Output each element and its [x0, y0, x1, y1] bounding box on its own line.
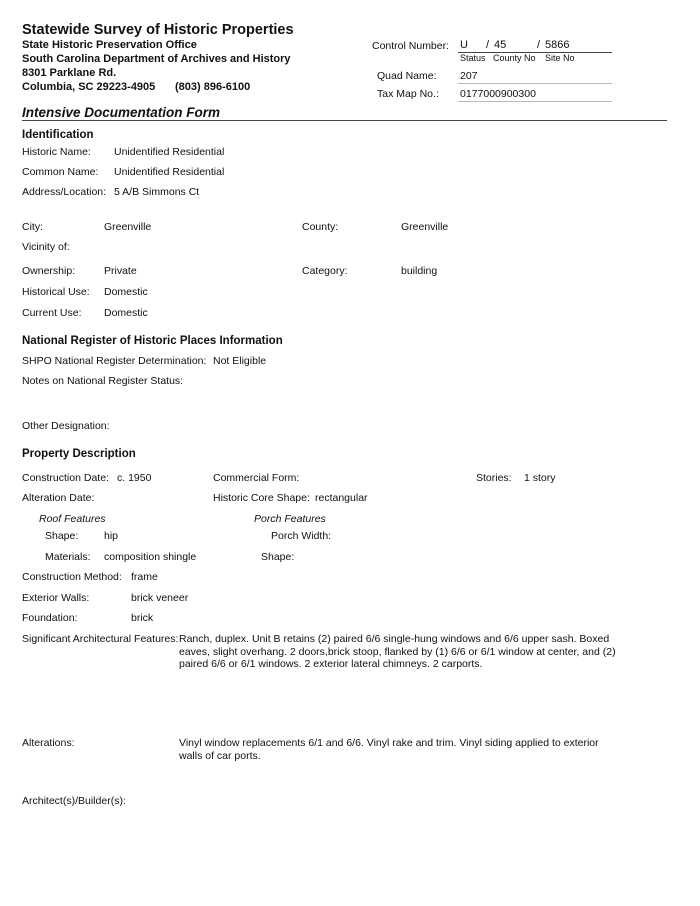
historic-name-label: Historic Name: [22, 146, 91, 158]
features-value: Ranch, duplex. Unit B retains (2) paired 6/6 single-hung windows and 6/6 upper sash. Boxed eaves, slight overhang. 2 doors,brick stoop, flanked by (1) 6/6 or 6/1 window at center, and (2) paired 6/6 or 6/1 windows. 2 exterior lateral chimneys. 2 carports. [179, 633, 616, 670]
ownership-value: Private [104, 265, 137, 277]
control-sep-2: / [537, 39, 541, 51]
porch-shape-label: Shape: [261, 551, 295, 563]
ownership-label: Ownership: [22, 265, 76, 277]
historical-use-value: Domestic [104, 286, 148, 298]
county-value: Greenville [401, 221, 449, 233]
phone-number: (803) 896-6100 [175, 81, 251, 93]
property-description-heading: Property Description [22, 448, 136, 460]
core-shape-label: Historic Core Shape: [213, 492, 310, 504]
quad-name-value: 207 [460, 70, 478, 82]
stories-label: Stories: [476, 472, 512, 484]
control-county-value: 45 [494, 39, 507, 51]
office-name: State Historic Preservation Office [22, 39, 197, 51]
tax-map-label: Tax Map No.: [377, 88, 439, 100]
city-zip: Columbia, SC 29223-4905 [22, 81, 156, 93]
control-number-label: Control Number: [372, 40, 450, 52]
commercial-form-label: Commercial Form: [213, 472, 300, 484]
construction-method-value: frame [131, 571, 158, 583]
county-label: County: [302, 221, 339, 233]
historical-use-label: Historical Use: [22, 286, 90, 298]
other-designation-label: Other Designation: [22, 420, 110, 432]
current-use-label: Current Use: [22, 307, 82, 319]
city-label: City: [22, 221, 43, 233]
foundation-value: brick [131, 612, 154, 624]
category-label: Category: [302, 265, 348, 277]
vicinity-label: Vicinity of: [22, 241, 70, 253]
architect-builder-label: Architect(s)/Builder(s): [22, 795, 126, 807]
address-label: Address/Location: [22, 186, 107, 198]
survey-title: Statewide Survey of Historic Properties [22, 22, 294, 38]
title-rule [22, 120, 667, 121]
tax-map-value: 0177000900300 [460, 88, 536, 100]
control-sep-1: / [486, 39, 490, 51]
county-no-sublabel: County No [493, 53, 536, 63]
alterations-label: Alterations: [22, 737, 75, 749]
quad-name-label: Quad Name: [377, 70, 437, 82]
shpo-determination-label: SHPO National Register Determination: [22, 355, 207, 367]
foundation-label: Foundation: [22, 612, 78, 624]
stories-value: 1 story [524, 472, 556, 484]
identification-heading: Identification [22, 129, 94, 141]
common-name-value: Unidentified Residential [114, 166, 225, 178]
address-value: 5 A/B Simmons Ct [114, 186, 200, 198]
roof-materials-value: composition shingle [104, 551, 197, 563]
control-site-value: 5866 [545, 39, 570, 51]
exterior-walls-value: brick veneer [131, 592, 189, 604]
alterations-value: Vinyl window replacements 6/1 and 6/6. Vinyl rake and trim. Vinyl siding applied to exterior walls of car ports. [179, 737, 599, 762]
tax-map-underline [458, 101, 612, 102]
street-address: 8301 Parklane Rd. [22, 67, 117, 79]
roof-shape-label: Shape: [45, 530, 79, 542]
features-label: Significant Architectural Features: [22, 633, 179, 645]
form-title: Intensive Documentation Form [22, 105, 221, 120]
shpo-determination-value: Not Eligible [213, 355, 267, 367]
category-value: building [401, 265, 438, 277]
alteration-date-label: Alteration Date: [22, 492, 95, 504]
porch-features-heading: Porch Features [254, 513, 326, 525]
department-name: South Carolina Department of Archives and History [22, 53, 291, 65]
quad-underline [458, 83, 612, 84]
nrhp-heading: National Register of Historic Places Information [22, 335, 283, 347]
status-sublabel: Status [460, 53, 486, 63]
site-no-sublabel: Site No [545, 53, 575, 63]
core-shape-value: rectangular [315, 492, 368, 504]
construction-date-value: c. 1950 [117, 472, 152, 484]
construction-date-label: Construction Date: [22, 472, 109, 484]
exterior-walls-label: Exterior Walls: [22, 592, 90, 604]
historic-name-value: Unidentified Residential [114, 146, 225, 158]
current-use-value: Domestic [104, 307, 148, 319]
common-name-label: Common Name: [22, 166, 99, 178]
porch-width-label: Porch Width: [271, 530, 332, 542]
control-status-value: U [460, 39, 468, 51]
construction-method-label: Construction Method: [22, 571, 122, 583]
city-value: Greenville [104, 221, 152, 233]
roof-shape-value: hip [104, 530, 119, 542]
roof-features-heading: Roof Features [39, 513, 106, 525]
nr-notes-label: Notes on National Register Status: [22, 375, 184, 387]
roof-materials-label: Materials: [45, 551, 91, 563]
